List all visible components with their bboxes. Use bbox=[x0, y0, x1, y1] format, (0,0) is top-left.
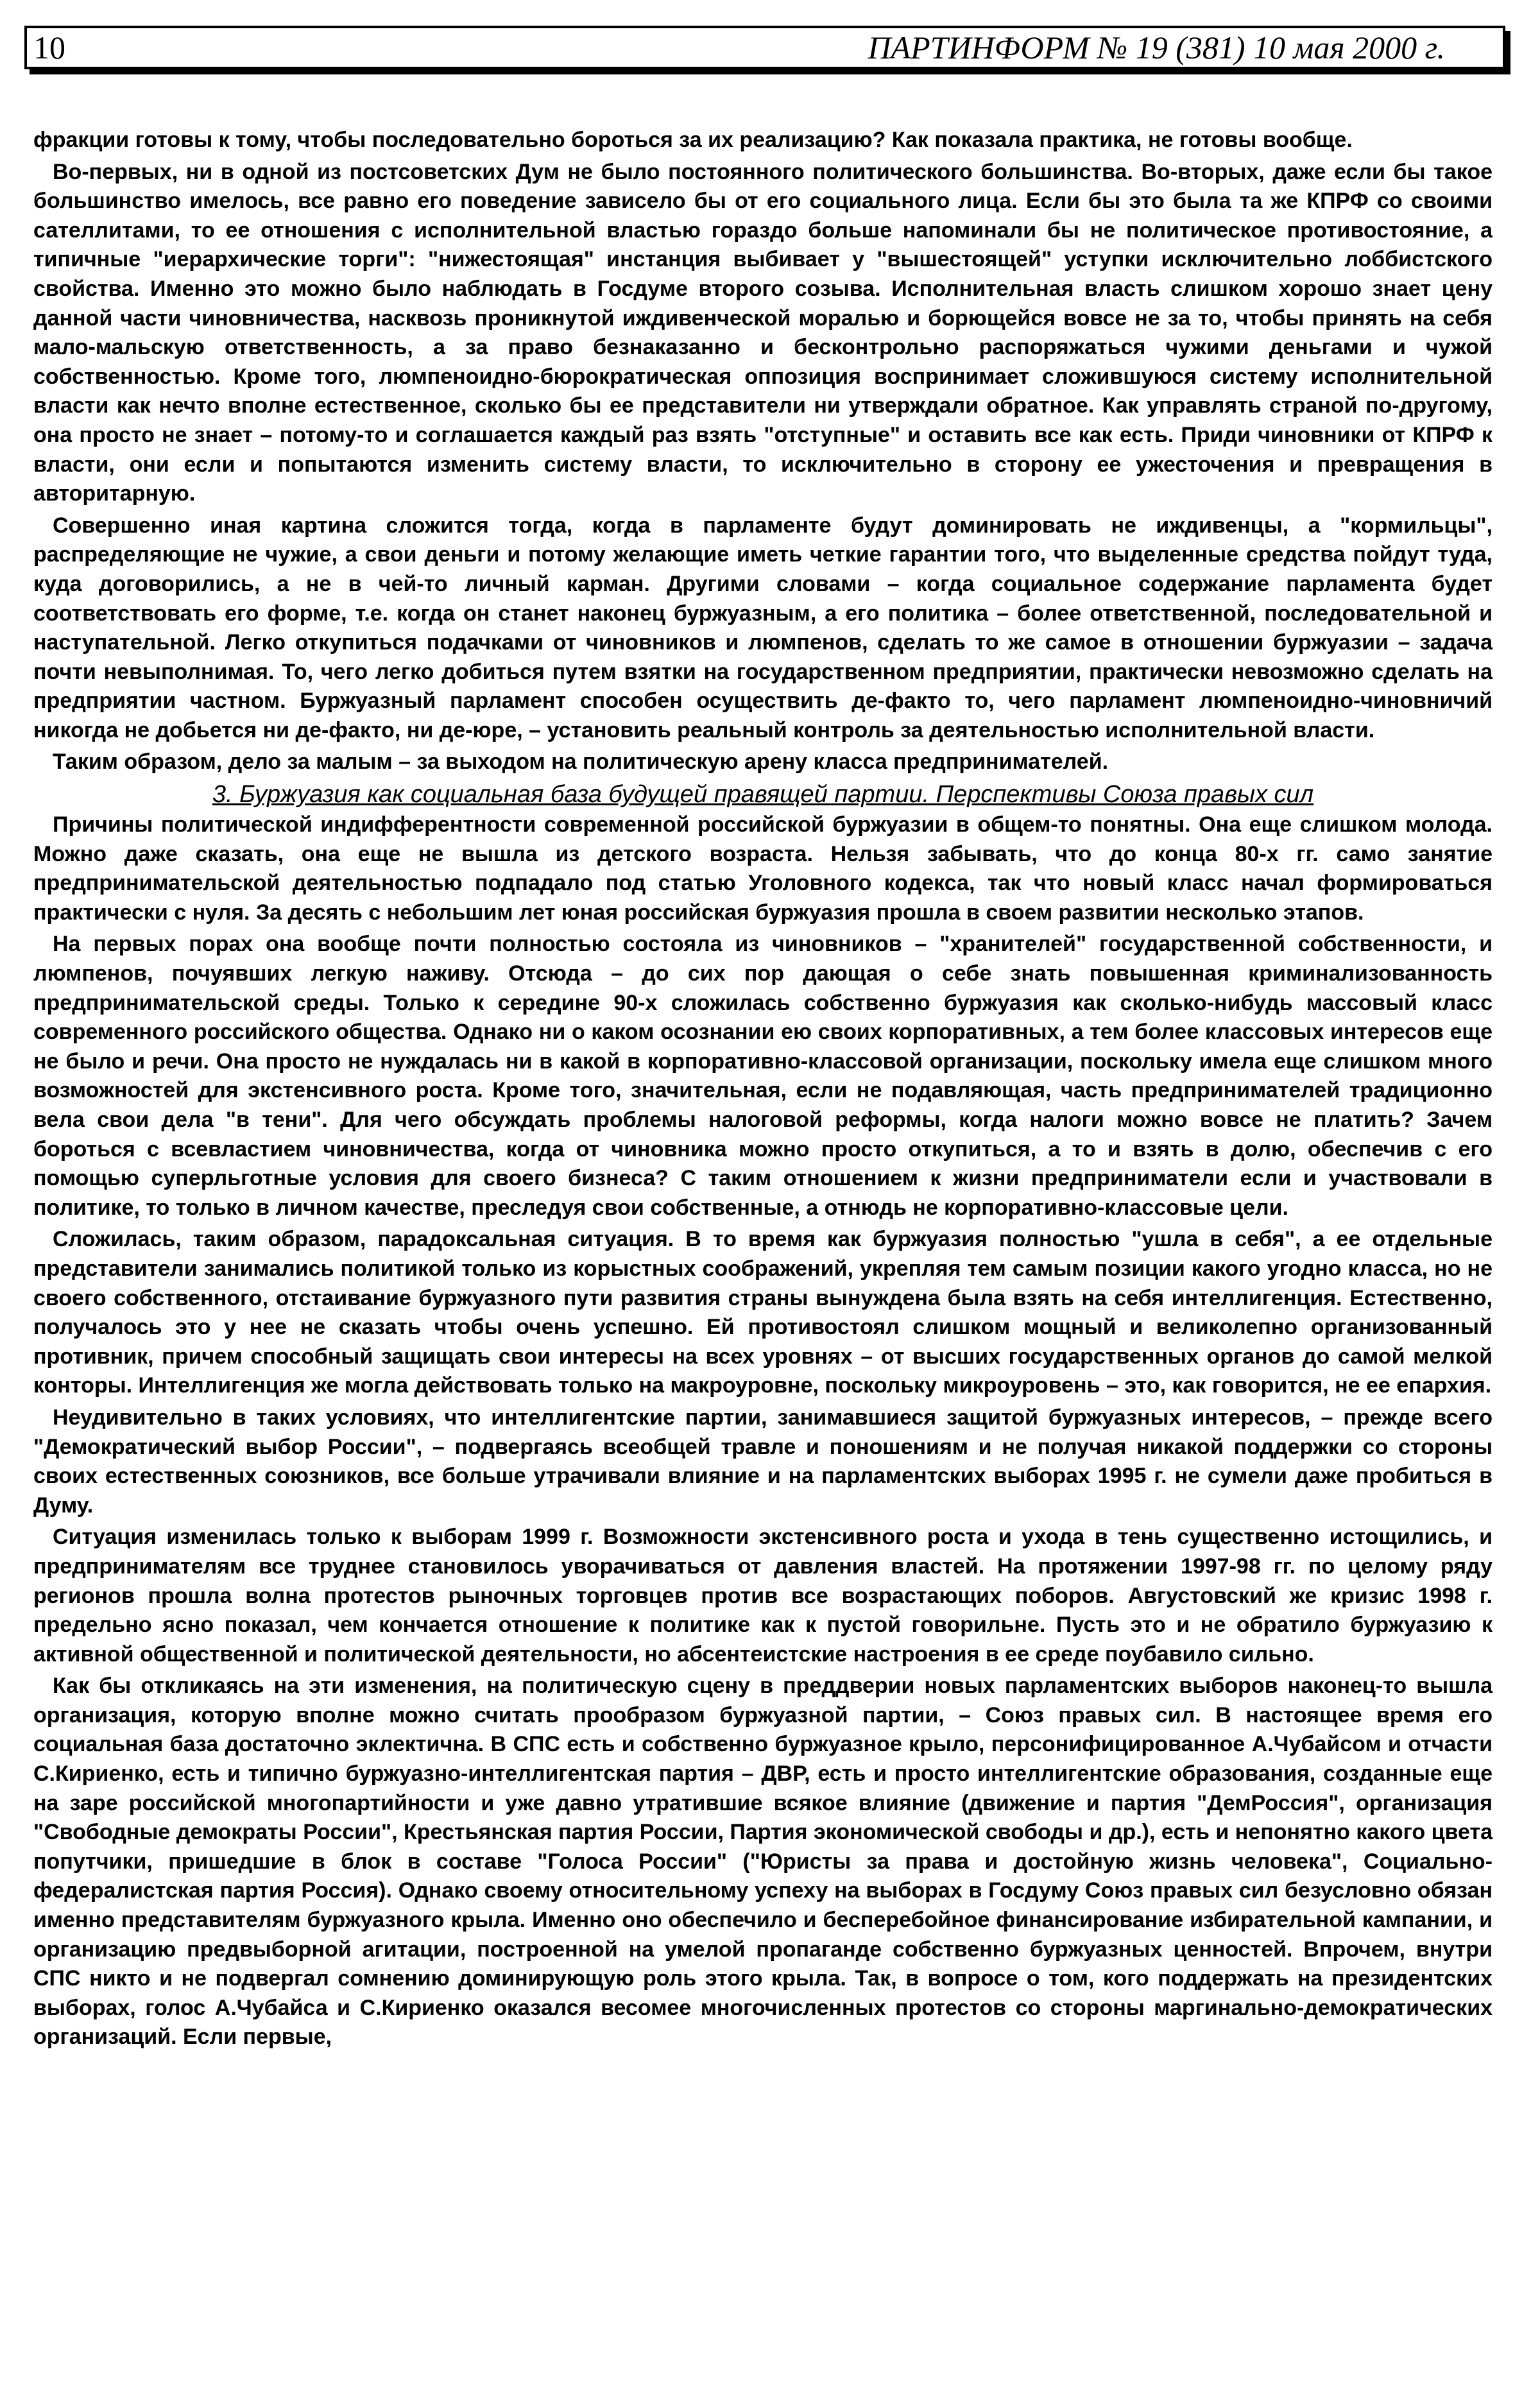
paragraph: Таким образом, дело за малым – за выходом на политическую арену класса предпринимателей. bbox=[53, 750, 1109, 775]
paragraph: Во-первых, ни в одной из постсоветских Дум не было постоянного политического большинства. Во-вторых, даже если бы такое большинство имелось, все равно его поведение зависело бы от его социального лица. Если бы это была та же КПРФ со своими сателлитами, то ее отношения с исполнительной властью гораздо больше напоминали бы не политическое противостояние, а типичные "иерархические торги": "нижестоящая" инстанция выбивает у "вышестоящей" уступки исключительно лоббистского свойства. Именно это можно было наблюдать в Госдуме второго созыва. Исполнительная власть слишком хорошо знает цену данной части чиновничества, насквозь проникнутой иждивенческой моралью и борющейся вовсе не за то, чтобы принять на себя мало-мальскую ответственность, а за право безнаказанно и бесконтрольно распоряжаться чужими деньгами и чужой собственностью. Кроме того, люмпеноидно-бюрократическая оппозиция воспринимает сложившуюся систему исполнительной власти как нечто вполне естественное, сколько бы ее представители ни утверждали обратное. Как управлять страной по-другому, она просто не знает – потому-то и соглашается каждый раз взять "отступные" и оставить все как есть. Приди чиновники от КПРФ к власти, они если и попытаются изменить систему власти, то исключительно в сторону ее ужесточения и превращения в авторитарную. bbox=[33, 159, 1493, 506]
paragraph: Неудивительно в таких условиях, что интеллигентские партии, занимавшиеся защитой буржуазных интересов, – прежде всего "Демократический выбор России", – подвергаясь всеобщей травле и поношениям и не получая никакой поддержки со стороны своих естественных союзников, все больше утрачивали влияние и на парламентских выборах 1995 г. не сумели даже пробиться в Думу. bbox=[33, 1405, 1493, 1518]
article-body bbox=[33, 126, 1493, 2055]
paragraph: Причины политической индифферентности современной российской буржуазии в общем-то понятны. Она еще слишком молода. Можно даже сказать, она еще не вышла из детского возраста. Нельзя забывать, что до конца 80-х гг. само занятие предпринимательской деятельностью подпадало под статью Уголовного кодекса, так что новый класс начал формироваться практически с нуля. За десять с небольшим лет юная российская буржуазия прошла в своем развитии несколько этапов. bbox=[33, 812, 1493, 925]
paragraph: На первых порах она вообще почти полностью состояла из чиновников – "хранителей" государственной собственности, и люмпенов, почуявших легкую наживу. Отсюда – до сих пор дающая о себе знать повышенная криминализованность предпринимательской среды. Только к середине 90-х сложилась собственно буржуазия как сколько-нибудь массовый класс современного российского общества. Однако ни о каком осознании ею своих корпоративных, а тем более классовых интересов еще не было и речи. Она просто не нуждалась ни в какой в корпоративно-классовой организации, поскольку имела еще слишком много возможностей для экстенсивного роста. Кроме того, значительная, если не подавляющая, часть предпринимателей традиционно вела свои дела "в тени". Для чего обсуждать проблемы налоговой реформы, когда налоги можно вовсе не платить? Зачем бороться с всевластием чиновничества, когда от чиновника можно просто откупиться, а то и взять в долю, обеспечив с его помощью суперльготные условия для своего бизнеса? С таким отношением к жизни предприниматели если и участвовали в политике, то только в личном качестве, преследуя свои собственные, а отнюдь не корпоративно-классовые цели. bbox=[33, 932, 1493, 1220]
paragraph: фракции готовы к тому, чтобы последовательно бороться за их реализацию? Как показала практика, не готовы вообще. bbox=[33, 128, 1353, 152]
paragraph: Совершенно иная картина сложится тогда, когда в парламенте будут доминировать не иждивенцы, а "кормильцы", распределяющие не чужие, а свои деньги и потому желающие иметь четкие гарантии того, что выделенные средства пойдут туда, куда договорились, а не в чей-то личный карман. Другими словами – когда социальное содержание парламента будет соответствовать его форме, т.е. когда он станет наконец буржуазным, а его политика – более ответственной, последовательной и наступательной. Легко откупиться подачками от чиновников и люмпенов, сделать то же самое в отношении буржуазии – задача почти невыполнимая. То, чего легко добиться путем взятки на государственном предприятии, практически невозможно сделать на предприятии частном. Буржуазный парламент способен осуществить де-факто то, чего парламент люмпеноидно-чиновничий никогда не добьется ни де-факто, ни де-юре, – установить реальный контроль за деятельностью исполнительной власти. bbox=[33, 513, 1493, 742]
publication-title: ПАРТИНФОРМ № 19 (381) 10 мая 2000 г. bbox=[868, 30, 1445, 65]
page-header bbox=[24, 26, 1505, 69]
paragraph: Ситуация изменилась только к выборам 1999 г. Возможности экстенсивного роста и ухода в тень существенно истощились, и предпринимателям все труднее становилось уворачиваться от давления властей. На протяжении 1997-98 гг. по целому ряду регионов прошла волна протестов рыночных торговцев против все возрастающих поборов. Августовский же кризис 1998 г. предельно ясно показал, чем кончается отношение к политике как к пустой говорильне. Пусть это и не обратило буржуазию к активной общественной и политической деятельности, но абсентеистские настроения в ее среде поубавило сильно. bbox=[33, 1525, 1493, 1667]
paragraph: Сложилась, таким образом, парадоксальная ситуация. В то время как буржуазия полностью "ушла в себя", а ее отдельные представители занимались политикой только из корыстных соображений, укрепляя тем самым позиции какого угодно класса, но не своего собственного, отстаивание буржуазного пути развития страны вынуждена была взять на себя интеллигенция. Естественно, получалось это у нее не сказать чтобы очень успешно. Ей противостоял слишком мощный и великолепно организованный противник, причем способный защищать свои интересы на всех уровнях – от высших государственных органов до самой мелкой конторы. Интеллигенция же могла действовать только на макроуровне, поскольку микроуровень – это, как говорится, не ее епархия. bbox=[33, 1227, 1493, 1398]
page-number: 10 bbox=[33, 30, 65, 65]
paragraph: Как бы откликаясь на эти изменения, на политическую сцену в преддверии новых парламентских выборов наконец-то вышла организация, которую вполне можно считать прообразом буржуазной партии, – Союз правых сил. В настоящее время его социальная база достаточно эклектична. В СПС есть и собственно буржуазное крыло, персонифицированное А.Чубайсом и отчасти С.Кириенко, есть и типично буржуазно-интеллигентская партия – ДВР, есть и просто интеллигентские образования, созданные еще на заре российской многопартийности и уже давно утратившие всякое влияние (движение и партия "ДемРоссия", организация "Свободные демократы России", Крестьянская партия России, Партия экономической свободы и др.), есть и непонятно какого цвета попутчики, пришедшие в блок в составе "Голоса России" ("Юристы за права и достойную жизнь человека", Социально-федералистская партия Россия). Однако своему относительному успеху на выборах в Госдуму Союз правых сил безусловно обязан именно представителям буржуазного крыла. Именно оно обеспечило и бесперебойное финансирование избирательной кампании, и организацию предвыборной агитации, построенной на умелой пропаганде собственно буржуазных ценностей. Впрочем, внутри СПС никто и не подвергал сомнению доминирующую роль этого крыла. Так, в вопросе о том, кого поддержать на президентских выборах, голос А.Чубайса и С.Кириенко оказался весомее многочисленных протестов со стороны маргинально-демократических организаций. Если первые, bbox=[33, 1674, 1493, 2050]
section-heading: 3. Буржуазия как социальная база будущей правящей партии. Перспективы Союза правых сил bbox=[212, 781, 1314, 809]
